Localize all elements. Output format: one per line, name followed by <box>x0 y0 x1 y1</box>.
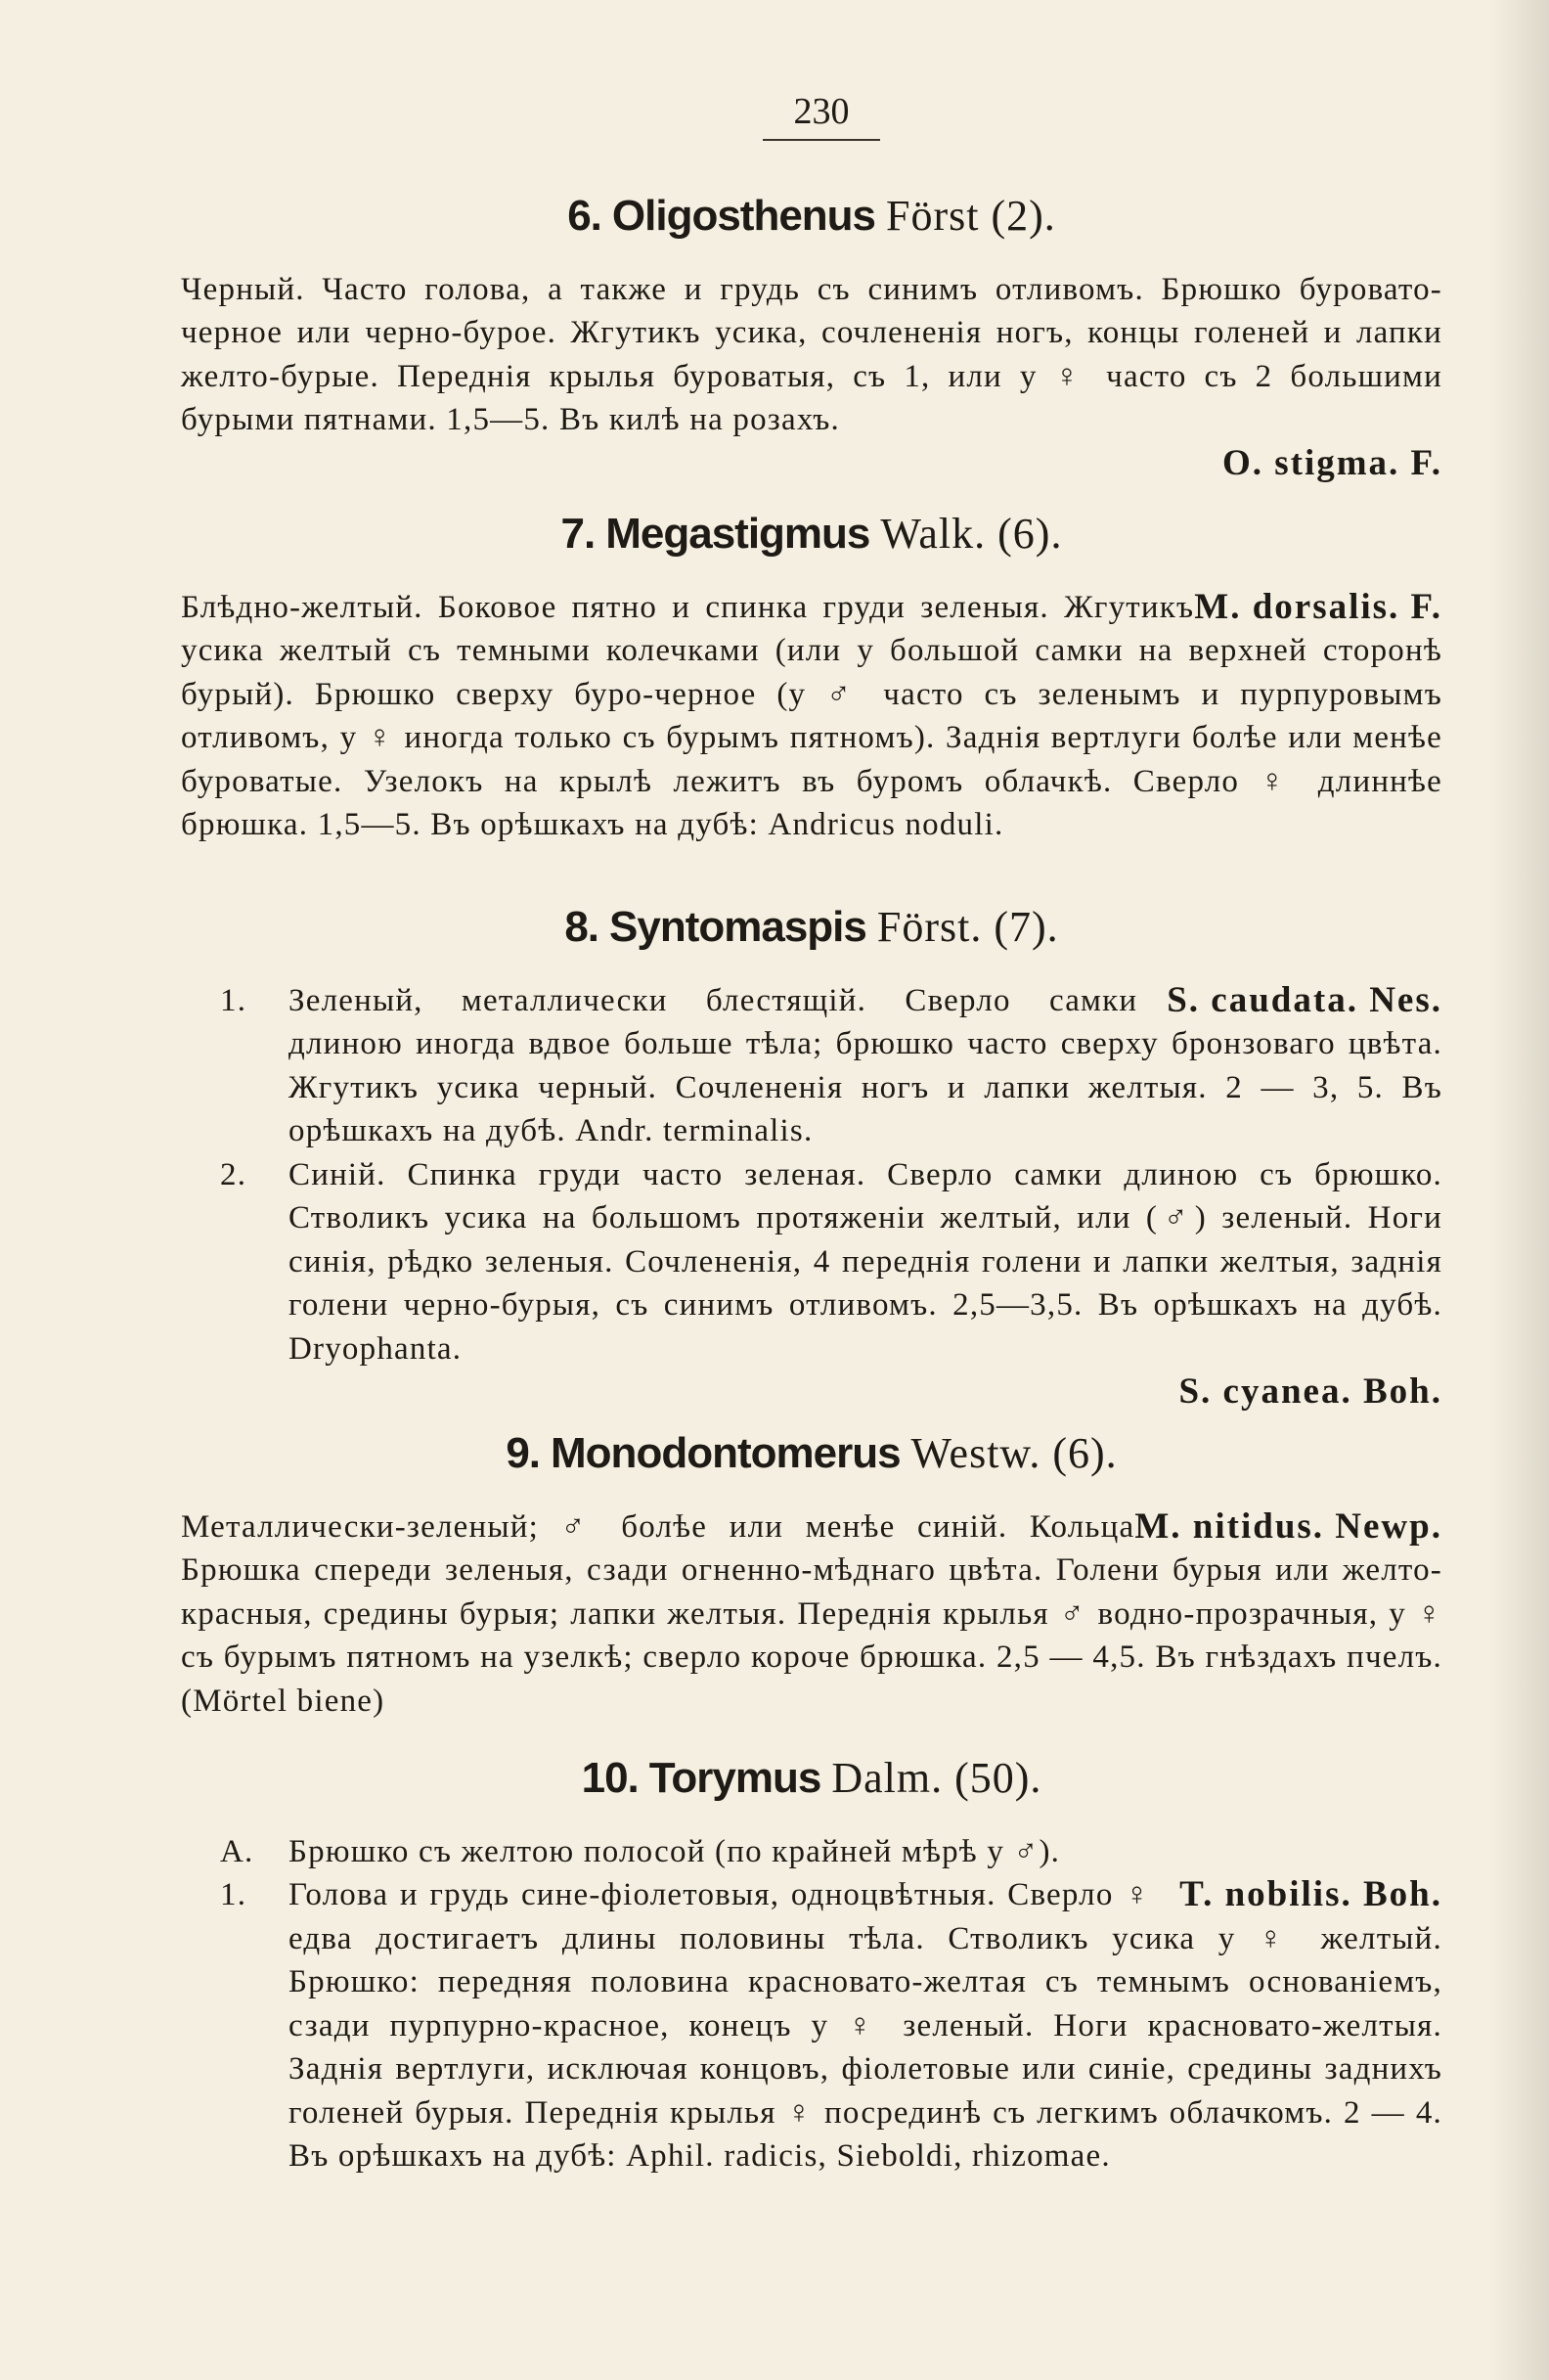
genus-heading <box>181 1753 1442 1805</box>
key-text: Брюшко съ желтою полосой (по крайней мѣрѣ у ♂). <box>288 1833 1061 1869</box>
genus-name: Megastigmus <box>605 510 870 558</box>
key-text: Синій. Спинка груди часто зеленая. Сверло самки длиною съ брюшко. Стволикъ усика на большомъ протяженіи желтый, или (♂) зеленый. Ноги синія, рѣдко зеленыя. Сочлененія, 4 переднія голени и лапки желтыя, заднія голени черно-бурыя, съ синимъ отливомъ. 2,5—3,5. Въ орѣшкахъ на дубѣ. Dryophanta. <box>288 1156 1442 1367</box>
genus-description: Черный. Часто голова, а также и грудь съ синимъ отливомъ. Брюшко буровато-черное или черно-бурое. Жгутикъ усика, сочлененія ногъ, концы голеней и лапки желто-бурые. Переднія крылья буроватыя, съ 1, или у ♀ часто съ 2 большими бурыми пятнами. 1,5—5. Въ килѣ на розахъ. <box>181 271 1442 438</box>
species-name: M. nitidus. Newp. <box>1134 1505 1442 1547</box>
genus-number: 7. <box>560 510 596 558</box>
key-item <box>181 1153 1442 1371</box>
genus-heading <box>181 902 1442 954</box>
species-name: S. cyanea. Boh. <box>1178 1371 1442 1413</box>
genus-description-text: Блѣдно-желтый. Боковое пятно и спинка груди зеленыя. Жгутикъ усика желтый съ темными колечками (или у большой самки на верхней сторонѣ бурый). Брюшко сверху буро-черное (у ♂ часто съ зеленымъ и пурпуровымъ отливомъ, у ♀ иногда только съ бурымъ пятномъ). Заднія вертлуги болѣе или менѣе буроватые. Узелокъ на крылѣ лежитъ въ буромъ облачкѣ. Сверло ♀ длиннѣе брюшка. 1,5—5. Въ орѣшкахъ на дубѣ: Andricus noduli. <box>181 589 1442 843</box>
genus-author: Dalm. (50). <box>831 1754 1042 1802</box>
key-marker: 1. <box>220 982 247 1018</box>
genus-number: 6. <box>567 192 601 240</box>
genus-section-syntomaspis <box>181 902 1442 1414</box>
species-name: T. nobilis. Boh. <box>1179 1874 1442 1915</box>
genus-number: 10. <box>581 1754 639 1802</box>
genus-section-oligosthenus <box>181 191 1442 485</box>
genus-description <box>181 586 1442 847</box>
genus-section-torymus <box>181 1753 1442 2178</box>
key-item <box>181 979 1442 1153</box>
key-text: Голова и грудь сине-фіолетовыя, одноцвѣтныя. Сверло ♀ едва достигаетъ длины половины тѣла. Стволикъ усика у ♀ желтый. Брюшко: передняя половина красновато-желтая съ темнымъ основаніемъ, сзади пурпурно-красное, конецъ у ♀ зеленый. Ноги красновато-желтыя. Заднія вертлуги, исключая концовъ, фіолетовые или синіе, средины заднихъ голеней бурыя. Переднія крылья ♀ посрединѣ съ легкимъ облачкомъ. 2 — 4. Въ орѣшкахъ на дубѣ: Aphil. radicis, Sieboldi, rhizomae. <box>288 1877 1442 2175</box>
genus-author: Först. (7). <box>876 903 1059 951</box>
species-name: O. stigma. F. <box>1221 442 1442 483</box>
genus-section-megastigmus <box>181 509 1442 847</box>
key-marker: A. <box>220 1833 254 1869</box>
key-item <box>181 1873 1442 2178</box>
key-marker: 1. <box>220 1877 247 1913</box>
page-number: 230 <box>763 90 880 141</box>
genus-heading <box>181 191 1442 243</box>
species-name: M. dorsalis. F. <box>1194 586 1442 627</box>
genus-number: 8. <box>564 903 599 951</box>
page-edge-shadow <box>1490 0 1549 2380</box>
key-item <box>181 1830 1442 1874</box>
genus-name: Syntomaspis <box>609 903 866 951</box>
genus-author: Westw. (6). <box>910 1429 1118 1477</box>
genus-section-monodontomerus <box>181 1428 1442 1723</box>
genus-heading <box>181 509 1442 561</box>
key-marker: 2. <box>220 1156 247 1192</box>
genus-author: Först (2). <box>886 192 1056 240</box>
genus-description <box>181 1505 1442 1724</box>
genus-author: Walk. (6). <box>880 510 1063 558</box>
genus-name: Oligosthenus <box>611 192 876 240</box>
species-name: S. caudata. Nes. <box>1167 979 1442 1020</box>
genus-name: Monodontomerus <box>551 1429 901 1477</box>
genus-heading <box>181 1428 1442 1480</box>
key-text: Зеленый, металлически блестящій. Сверло самки длиною иногда вдвое больше тѣла; брюшко часто сверху бронзоваго цвѣта. Жгутикъ усика черный. Сочлененія ногъ и лапки желтыя. 2 — 3, 5. Въ орѣшкахъ на дубѣ. Andr. terminalis. <box>288 982 1442 1149</box>
genus-name: Torymus <box>648 1754 821 1802</box>
genus-number: 9. <box>506 1429 541 1477</box>
genus-description-text: Металлически-зеленый; ♂ болѣе или менѣе синій. Кольца Брюшка спереди зеленыя, сзади огненно-мѣднаго цвѣта. Голени бурыя или желто-красныя, средины бурыя; лапки желтыя. Переднія крылья ♂ водно-прозрачныя, у ♀ съ бурымъ пятномъ на узелкѣ; сверло короче брюшка. 2,5 — 4,5. Въ гнѣздахъ пчелъ. (Mörtel biene) <box>181 1508 1442 1719</box>
